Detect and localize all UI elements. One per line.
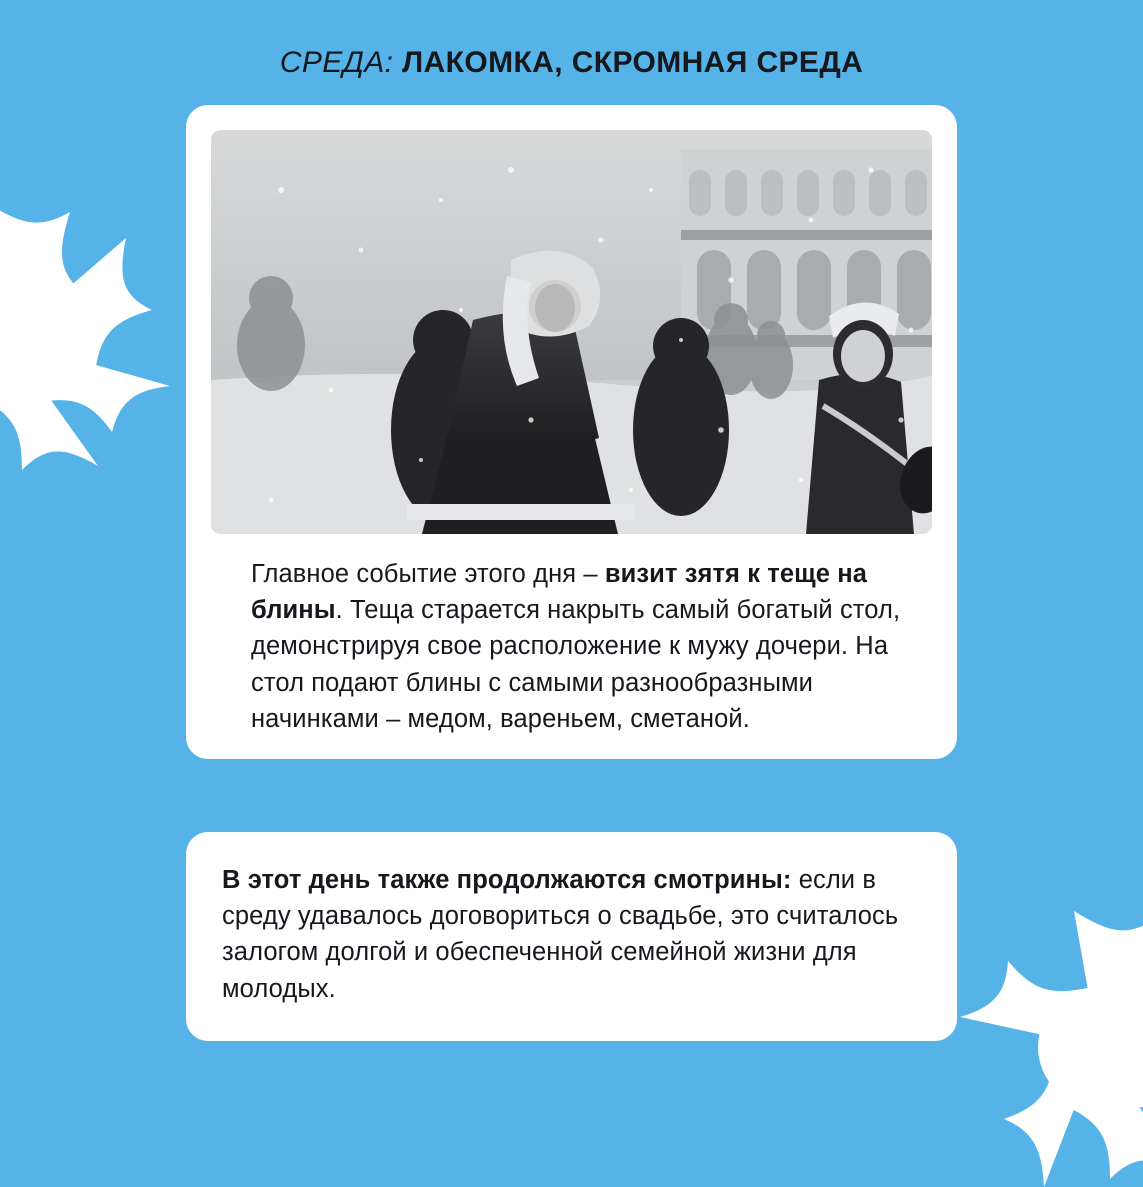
main-paragraph-bold-2: к теще на блины [251, 560, 867, 625]
secondary-paragraph-bold: В этот день также продолжаются смотрины: [222, 866, 792, 894]
main-paragraph-bold-1: визит зятя [604, 560, 741, 588]
secondary-content-card [186, 832, 957, 1041]
main-paragraph [211, 556, 932, 737]
maslenitsa-photo [211, 130, 932, 534]
main-content-card [186, 105, 957, 759]
secondary-paragraph-body: если в среду удавалось договориться о свадьбе, это считалось залогом долгой и обеспеченной семейной жизни для молодых. [222, 866, 899, 1003]
page-title [0, 46, 1143, 80]
main-paragraph-part-3: . Теща старается накрыть самый богатый стол, демонстрируя свое расположение к мужу дочери. На стол подают блины с самыми разнообразными начинками – медом, вареньем, сметаной. [251, 596, 901, 733]
secondary-paragraph [222, 862, 921, 1007]
sun-decoration-right [938, 887, 1143, 1187]
page-title-rest: ЛАКОМКА, СКРОМНАЯ СРЕДА [393, 46, 864, 79]
sun-decoration-left [0, 190, 190, 490]
main-paragraph-part-1: Главное событие этого дня – [251, 560, 605, 588]
page-title-day: СРЕДА: [279, 46, 394, 79]
